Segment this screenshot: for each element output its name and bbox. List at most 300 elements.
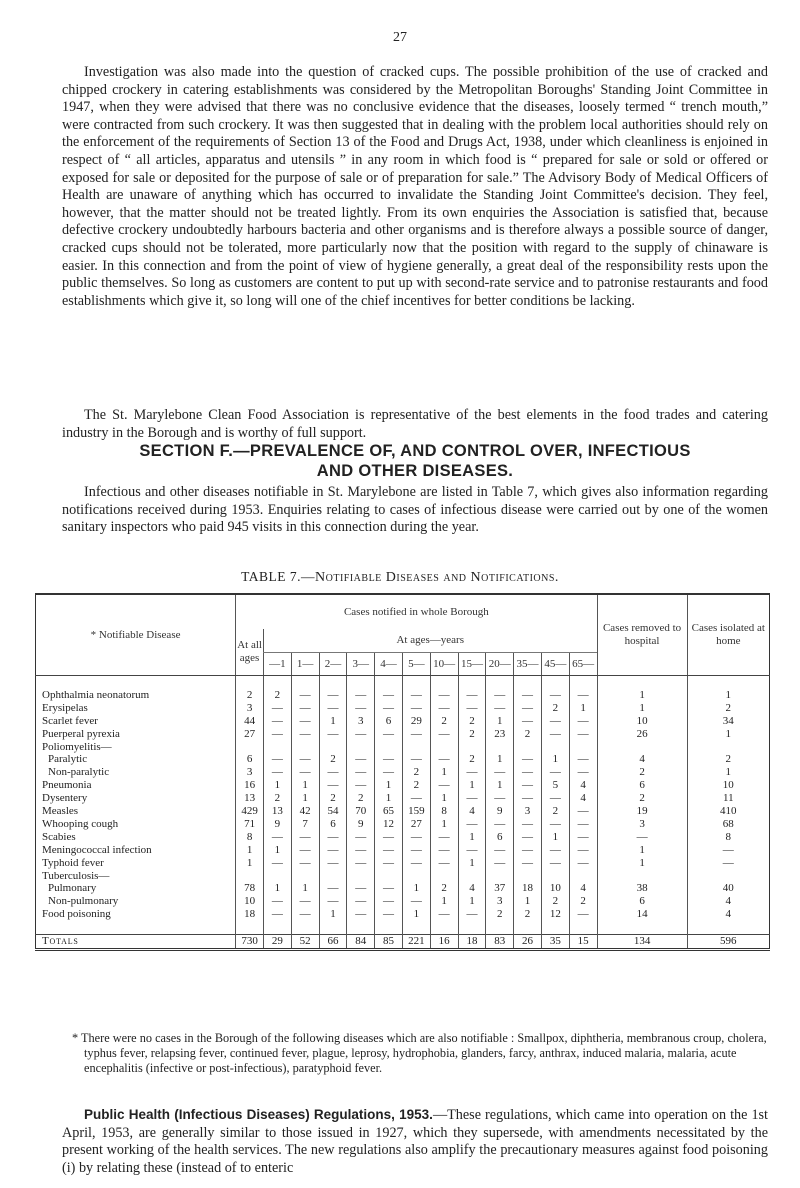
- header-age-band: 4—: [375, 653, 403, 676]
- totals-label: Totals: [36, 935, 236, 950]
- table-cell: 10: [236, 895, 264, 908]
- paragraph-clean-food: The St. Marylebone Clean Food Association is representative of the best elements in the food trades and catering industry in the Borough and is worthy of full support.: [62, 407, 768, 441]
- table-cell: 16: [236, 779, 264, 792]
- table-row: [36, 831, 770, 844]
- table-cell: 26: [597, 728, 687, 741]
- table-cell: [687, 741, 769, 754]
- table-cell: 9: [347, 818, 375, 831]
- table-cell: 429: [236, 805, 264, 818]
- table-cell: 10: [687, 779, 769, 792]
- header-age-band: 5—: [402, 653, 430, 676]
- table-cell: —: [569, 857, 597, 870]
- spacer-cell: [291, 921, 319, 934]
- table-cell: 2: [319, 792, 347, 805]
- table-cell: —: [319, 702, 347, 715]
- disease-name: Paralytic: [48, 753, 88, 766]
- table-cell: —: [402, 895, 430, 908]
- totals-cell: 16: [430, 935, 458, 950]
- table-cell: 3: [514, 805, 542, 818]
- disease-name: Pulmonary: [48, 882, 97, 895]
- table-cell: —: [687, 844, 769, 857]
- table-cell: 2: [541, 895, 569, 908]
- table-cell: —: [347, 728, 375, 741]
- totals-cell: 29: [263, 935, 291, 950]
- disease-name: Scabies: [42, 830, 76, 843]
- page-number: 27: [393, 30, 407, 45]
- table-cell: —: [430, 702, 458, 715]
- table-cell: 34: [687, 715, 769, 728]
- table-row: [36, 818, 770, 831]
- table-cell: 1: [430, 792, 458, 805]
- table-cell: [430, 741, 458, 754]
- table-cell: [236, 741, 264, 754]
- table-cell: [263, 741, 291, 754]
- table-cell: —: [430, 753, 458, 766]
- table-cell: 2: [687, 753, 769, 766]
- table-cell: 11: [687, 792, 769, 805]
- table-cell: 2: [430, 882, 458, 895]
- table-cell: 1: [687, 689, 769, 702]
- table-cell: 3: [597, 818, 687, 831]
- table-cell: —: [402, 728, 430, 741]
- table-cell: —: [263, 715, 291, 728]
- spacer-cell: [36, 676, 236, 689]
- table-cell: —: [263, 702, 291, 715]
- table-cell: —: [569, 831, 597, 844]
- spacer-cell: [569, 676, 597, 689]
- table-cell: [486, 870, 514, 883]
- totals-cell: 15: [569, 935, 597, 950]
- table-cell: —: [458, 844, 486, 857]
- header-removed: Cases removed to hospital: [597, 594, 687, 676]
- table-cell: 7: [291, 818, 319, 831]
- table-cell: 6: [486, 831, 514, 844]
- table-cell: —: [514, 715, 542, 728]
- table-row: [36, 844, 770, 857]
- table-cell: —: [375, 766, 403, 779]
- totals-cell: 18: [458, 935, 486, 950]
- header-age-band: 10—: [430, 653, 458, 676]
- regulations-heading: Public Health (Infectious Diseases) Regulations, 1953.: [84, 1107, 433, 1122]
- table-cell: —: [402, 753, 430, 766]
- table-footnote: * There were no cases in the Borough of the following diseases which are also notifiable : Smallpox, diphtheria, membranous croup, cholera, typhus fever, relapsing fever, continued fever, plague, leprosy, hydrophobia, glanders, farcy, anthrax, induced malaria, malaria, acute encephalitis (infective or post-infectious), paratyphoid fever.: [72, 1031, 767, 1075]
- disease-name: Food poisoning: [42, 908, 111, 921]
- table-cell: —: [291, 728, 319, 741]
- table-cell: —: [486, 766, 514, 779]
- table-cell: 2: [458, 728, 486, 741]
- table-cell: 1: [263, 844, 291, 857]
- table-cell: [514, 741, 542, 754]
- spacer-cell: [36, 921, 236, 934]
- table-cell: —: [402, 857, 430, 870]
- table-cell: —: [347, 895, 375, 908]
- spacer-cell: [687, 676, 769, 689]
- header-age-band: 45—: [541, 653, 569, 676]
- table-row: [36, 753, 770, 766]
- table-cell: 6: [597, 779, 687, 792]
- table-cell: 1: [687, 728, 769, 741]
- table-cell: 1: [402, 882, 430, 895]
- table-cell: 9: [486, 805, 514, 818]
- table-cell: —: [347, 908, 375, 921]
- table-cell: —: [319, 844, 347, 857]
- table-cell: 42: [291, 805, 319, 818]
- totals-cell: 83: [486, 935, 514, 950]
- table-row: [36, 792, 770, 805]
- table-cell: 18: [514, 882, 542, 895]
- table-cell: 2: [541, 702, 569, 715]
- table-cell: —: [375, 882, 403, 895]
- table-cell: [402, 741, 430, 754]
- table-cell: —: [514, 702, 542, 715]
- spacer-cell: [291, 676, 319, 689]
- disease-name: Puerperal pyrexia: [42, 727, 120, 740]
- table-row: [36, 766, 770, 779]
- header-age-band: 20—: [486, 653, 514, 676]
- table-cell: [263, 870, 291, 883]
- table-cell: [291, 741, 319, 754]
- table-cell: —: [291, 895, 319, 908]
- table-cell: 68: [687, 818, 769, 831]
- table-cell: 4: [458, 805, 486, 818]
- table-cell: [319, 870, 347, 883]
- table-cell: 3: [486, 895, 514, 908]
- table-cell: 3: [236, 702, 264, 715]
- table-cell: —: [291, 702, 319, 715]
- table-cell: —: [347, 857, 375, 870]
- table-cell: —: [375, 844, 403, 857]
- table-cell: 38: [597, 882, 687, 895]
- totals-cell: 134: [597, 935, 687, 950]
- table-cell: —: [319, 779, 347, 792]
- table-cell: 1: [291, 779, 319, 792]
- table-cell: [375, 870, 403, 883]
- spacer-cell: [236, 921, 264, 934]
- spacer-cell: [541, 676, 569, 689]
- table-cell: 18: [236, 908, 264, 921]
- table-cell: 2: [319, 753, 347, 766]
- table-cell: 1: [486, 753, 514, 766]
- table-cell: —: [430, 689, 458, 702]
- table-cell: 44: [236, 715, 264, 728]
- table-cell: 13: [263, 805, 291, 818]
- table-cell: —: [486, 689, 514, 702]
- table-cell: [458, 741, 486, 754]
- notifiable-diseases-table: [35, 593, 770, 951]
- header-age-band: 65—: [569, 653, 597, 676]
- table-cell: —: [541, 728, 569, 741]
- table-cell: —: [458, 689, 486, 702]
- spacer-cell: [541, 921, 569, 934]
- table-cell: —: [514, 844, 542, 857]
- header-age-band: 2—: [319, 653, 347, 676]
- table-cell: —: [569, 908, 597, 921]
- table-cell: —: [375, 908, 403, 921]
- table-cell: 4: [687, 895, 769, 908]
- table-cell: —: [458, 818, 486, 831]
- table-cell: —: [514, 779, 542, 792]
- table-cell: [569, 741, 597, 754]
- header-disease: * Notifiable Disease: [36, 594, 236, 676]
- table-cell: —: [514, 689, 542, 702]
- table-cell: —: [541, 766, 569, 779]
- table-cell: 8: [687, 831, 769, 844]
- table-cell: 3: [347, 715, 375, 728]
- table-cell: [541, 741, 569, 754]
- table-cell: 1: [597, 857, 687, 870]
- table-cell: 1: [430, 766, 458, 779]
- table-cell: —: [430, 908, 458, 921]
- header-ages-group: At ages—years: [263, 629, 597, 653]
- table-cell: 65: [375, 805, 403, 818]
- spacer-cell: [597, 921, 687, 934]
- table-cell: 1: [486, 779, 514, 792]
- table-cell: —: [430, 779, 458, 792]
- spacer-cell: [236, 676, 264, 689]
- table-cell: 1: [291, 882, 319, 895]
- table-cell: 2: [402, 779, 430, 792]
- totals-cell: 35: [541, 935, 569, 950]
- disease-name: Meningococcal infection: [42, 843, 152, 856]
- section-title-line2: AND OTHER DISEASES.: [316, 462, 514, 480]
- table-cell: 2: [430, 715, 458, 728]
- table-cell: [430, 870, 458, 883]
- spacer-cell: [486, 921, 514, 934]
- table-cell: 1: [486, 715, 514, 728]
- table-cell: —: [569, 766, 597, 779]
- table-cell: —: [430, 844, 458, 857]
- table-cell: [458, 870, 486, 883]
- table-cell: —: [375, 895, 403, 908]
- disease-name: Non-paralytic: [48, 766, 110, 779]
- spacer-cell: [375, 921, 403, 934]
- table-cell: —: [514, 831, 542, 844]
- table-cell: —: [597, 831, 687, 844]
- table-cell: —: [541, 689, 569, 702]
- table-title-prefix: TABLE 7.—: [241, 569, 316, 584]
- table-cell: —: [430, 831, 458, 844]
- table-cell: 1: [458, 857, 486, 870]
- disease-name: Pneumonia: [42, 779, 92, 792]
- table-cell: —: [319, 882, 347, 895]
- table-cell: [687, 870, 769, 883]
- table-cell: —: [263, 766, 291, 779]
- table-cell: 27: [402, 818, 430, 831]
- table-cell: —: [486, 818, 514, 831]
- paragraph-section-intro: Infectious and other diseases notifiable in St. Marylebone are listed in Table 7, which gives also information regarding notifications received during 1953. Enquiries relating to cases of infectious disease were carried out by one of the women sanitary inspectors who paid 945 visits in this connection during the year.: [62, 484, 768, 536]
- table-cell: —: [319, 689, 347, 702]
- table-cell: 4: [569, 882, 597, 895]
- table-cell: 1: [569, 702, 597, 715]
- table-cell: —: [569, 818, 597, 831]
- table-cell: 1: [375, 779, 403, 792]
- table-cell: —: [263, 753, 291, 766]
- table-cell: —: [291, 715, 319, 728]
- table-row: [36, 702, 770, 715]
- table-cell: —: [458, 766, 486, 779]
- table-cell: —: [347, 779, 375, 792]
- table-cell: —: [347, 831, 375, 844]
- table-cell: 2: [458, 753, 486, 766]
- table-cell: 2: [514, 728, 542, 741]
- table-cell: —: [569, 805, 597, 818]
- table-row: [36, 870, 770, 883]
- spacer-cell: [402, 921, 430, 934]
- table-cell: [541, 870, 569, 883]
- table-row: [36, 895, 770, 908]
- table-cell: [347, 870, 375, 883]
- table-cell: 6: [375, 715, 403, 728]
- table-cell: 2: [236, 689, 264, 702]
- table-cell: —: [319, 895, 347, 908]
- table-row: [36, 728, 770, 741]
- table-cell: —: [486, 792, 514, 805]
- table-cell: —: [291, 753, 319, 766]
- table-cell: 1: [541, 831, 569, 844]
- table-cell: 1: [541, 753, 569, 766]
- table-cell: [236, 870, 264, 883]
- header-age-band: —1: [263, 653, 291, 676]
- table-cell: 2: [347, 792, 375, 805]
- table-row: [36, 715, 770, 728]
- table-cell: [597, 741, 687, 754]
- table-cell: 159: [402, 805, 430, 818]
- table-cell: —: [291, 831, 319, 844]
- spacer-cell: [514, 676, 542, 689]
- spacer-cell: [402, 676, 430, 689]
- table-cell: 78: [236, 882, 264, 895]
- spacer-cell: [375, 676, 403, 689]
- table-cell: 5: [541, 779, 569, 792]
- totals-cell: 84: [347, 935, 375, 950]
- table-cell: 2: [541, 805, 569, 818]
- table-cell: 1: [319, 715, 347, 728]
- table-cell: 1: [402, 908, 430, 921]
- table-cell: —: [430, 728, 458, 741]
- table-cell: —: [402, 844, 430, 857]
- table-cell: —: [486, 844, 514, 857]
- totals-cell: 66: [319, 935, 347, 950]
- header-all-ages: At all ages: [236, 629, 264, 676]
- table-cell: —: [569, 728, 597, 741]
- table-cell: —: [430, 857, 458, 870]
- table-cell: —: [263, 895, 291, 908]
- table-cell: —: [347, 882, 375, 895]
- table-cell: [402, 870, 430, 883]
- table-cell: —: [541, 857, 569, 870]
- table-cell: —: [375, 857, 403, 870]
- table-cell: —: [514, 753, 542, 766]
- table-cell: —: [458, 792, 486, 805]
- totals-cell: 26: [514, 935, 542, 950]
- disease-name: Dysentery: [42, 792, 88, 805]
- table-cell: 1: [430, 895, 458, 908]
- table-cell: —: [541, 844, 569, 857]
- table-cell: 29: [402, 715, 430, 728]
- table-cell: 1: [597, 689, 687, 702]
- totals-cell: 730: [236, 935, 264, 950]
- section-title-line1: SECTION F.—PREVALENCE OF, AND CONTROL OVER, INFECTIOUS: [139, 442, 691, 460]
- table-cell: —: [541, 792, 569, 805]
- paragraph-cracked-cups: Investigation was also made into the question of cracked cups. The possible prohibition of the use of cracked and chipped crockery in catering establishments was considered by the Metropolitan Boroughs' Standing Joint Committee in 1947, when they were advised that there was no conclusive evidence that the diseases, loosely termed “ trench mouth,” were contracted from such crockery. It was then suggested that in dealing with the problem local authorities should rely on the enforcement of the requirements of Section 13 of the Food and Drugs Act, 1938, under which cleanliness is enjoined in respect of “ all articles, apparatus and utensils ” in any room in which food is “ prepared for sale or sold or offered or exposed for sale or deposited for the purpose of sale or of preparation for sale.” The Advisory Body of Medical Officers of Health are unaware of anything which has occurred to invalidate the Standing Joint Committee's decision. They feel, however, that the matter should not be treated lightly. From its own enquiries the Association is satisfied that, because defective crockery undoubtedly harbours bacteria and other organisms and is therefore always a possible source of danger, cracked cups should not be tolerated, more particularly now that the position with regard to the supply of chinaware is easier. In this connection and from the point of view of hygiene generally, a great deal of the responsibility rests upon the public themselves. So long as customers are content to put up with second-rate service and to patronise restaurants and food establishments which give it, so long will one of the chief incentives for better conditions be lacking.: [62, 64, 768, 309]
- table-cell: —: [319, 831, 347, 844]
- table-cell: —: [514, 857, 542, 870]
- table-cell: —: [375, 702, 403, 715]
- table-cell: 12: [375, 818, 403, 831]
- table-cell: —: [291, 908, 319, 921]
- table-row: [36, 779, 770, 792]
- table-cell: 6: [597, 895, 687, 908]
- table-cell: —: [375, 753, 403, 766]
- table-cell: 1: [514, 895, 542, 908]
- table-cell: —: [402, 702, 430, 715]
- table-cell: 410: [687, 805, 769, 818]
- table-cell: 1: [236, 857, 264, 870]
- disease-name: Non-pulmonary: [48, 895, 119, 908]
- table-cell: 4: [569, 779, 597, 792]
- table-cell: —: [347, 689, 375, 702]
- table-cell: 4: [687, 908, 769, 921]
- table-cell: —: [514, 792, 542, 805]
- table-cell: 10: [541, 882, 569, 895]
- table-cell: [291, 870, 319, 883]
- table-cell: 19: [597, 805, 687, 818]
- table-row: [36, 857, 770, 870]
- spacer-cell: [486, 676, 514, 689]
- spacer-cell: [319, 676, 347, 689]
- table-cell: 2: [402, 766, 430, 779]
- table-cell: 37: [486, 882, 514, 895]
- table-cell: —: [375, 689, 403, 702]
- table-cell: —: [514, 766, 542, 779]
- table-cell: [486, 741, 514, 754]
- table-cell: 2: [486, 908, 514, 921]
- disease-name: Scarlet fever: [42, 714, 98, 727]
- paragraph-regulations: [62, 1106, 768, 1177]
- spacer-cell: [458, 676, 486, 689]
- table-cell: —: [263, 831, 291, 844]
- table-cell: 23: [486, 728, 514, 741]
- disease-name: Whooping cough: [42, 817, 119, 830]
- table-cell: 40: [687, 882, 769, 895]
- disease-name: Ophthalmia neonatorum: [42, 688, 150, 701]
- table-cell: 1: [458, 895, 486, 908]
- table-cell: —: [263, 857, 291, 870]
- spacer-cell: [514, 921, 542, 934]
- table-cell: 1: [263, 779, 291, 792]
- table-cell: 6: [319, 818, 347, 831]
- table-cell: —: [319, 857, 347, 870]
- table-cell: 2: [263, 792, 291, 805]
- table-cell: [319, 741, 347, 754]
- table-cell: 8: [236, 831, 264, 844]
- table-cell: 1: [597, 702, 687, 715]
- disease-name: Erysipelas: [42, 701, 88, 714]
- table-cell: 71: [236, 818, 264, 831]
- totals-cell: 85: [375, 935, 403, 950]
- table-cell: 10: [597, 715, 687, 728]
- regulations-text: —These regulations, which came into operation on the 1st April, 1953, are generally similar to those issued in 1927, which they supersede, with amendments necessitated by the present working of the health services. The new regulations also amplify the precautionary measures against food poisoning (i) by relating these (instead of to enteric: [62, 1107, 768, 1176]
- spacer-cell: [597, 676, 687, 689]
- table-cell: [569, 870, 597, 883]
- table-cell: 3: [236, 766, 264, 779]
- table-cell: —: [402, 792, 430, 805]
- table-cell: 1: [263, 882, 291, 895]
- disease-name: Typhoid fever: [42, 856, 104, 869]
- table-cell: —: [541, 715, 569, 728]
- table-cell: 2: [458, 715, 486, 728]
- spacer-cell: [347, 676, 375, 689]
